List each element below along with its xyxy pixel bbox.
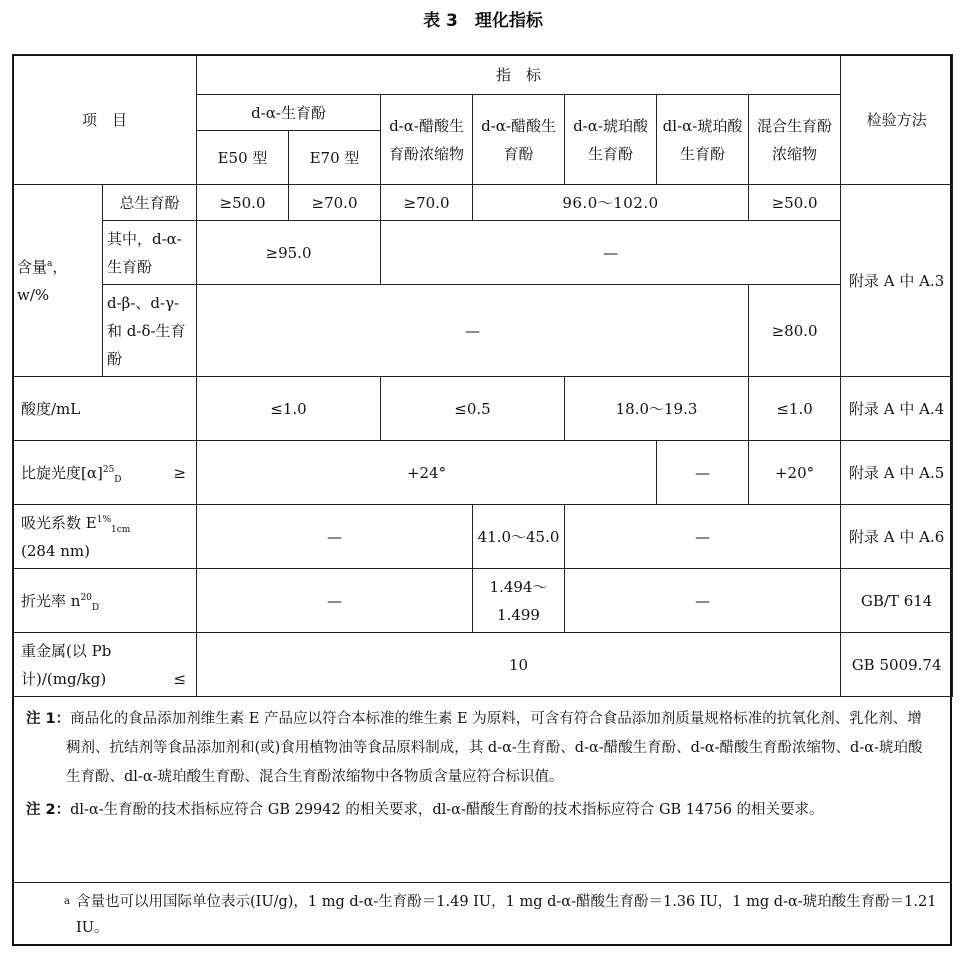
content-footnote-mark: a xyxy=(47,258,53,269)
note-1 xyxy=(26,705,932,792)
rotation-sub: D xyxy=(114,474,122,485)
acid-label: 酸度/mL xyxy=(13,377,197,441)
alpha-label: 其中，d-α-生育酚 xyxy=(103,221,197,285)
header-e70: E70 型 xyxy=(289,131,381,185)
header-item: 项 目 xyxy=(13,55,197,185)
acid-mixed: ≤1.0 xyxy=(749,377,841,441)
rotation-label: 比旋光度[α] xyxy=(21,463,103,482)
total-label: 总生育酚 xyxy=(103,185,197,221)
absorbance-method: 附录 A 中 A.6 xyxy=(841,505,953,569)
acid-acetate: ≤0.5 xyxy=(381,377,565,441)
absorbance-dash-2: — xyxy=(565,505,841,569)
header-succinate-dl: dl-α-琥珀酸生育酚 xyxy=(657,95,749,185)
heavy-metal-sign: ≤ xyxy=(173,669,187,688)
rotation-value: +24° xyxy=(197,441,657,505)
absorbance-dash-1: — xyxy=(197,505,473,569)
header-e50: E50 型 xyxy=(197,131,289,185)
absorbance-sup: 1% xyxy=(96,514,111,525)
others-dash: — xyxy=(197,285,749,377)
rotation-dash: — xyxy=(657,441,749,505)
heavy-metal-value: 10 xyxy=(197,633,841,697)
others-label: d-β-、d-γ-和 d-δ-生育酚 xyxy=(103,285,197,377)
note-1-label: 注 1： xyxy=(26,711,71,727)
acid-toco: ≤1.0 xyxy=(197,377,381,441)
footnote-text: 含量也可以用国际单位表示(IU/g)，1 mg d-α-生育酚＝1.49 IU，1 mg d-α-醋酸生育酚＝1.36 IU，1 mg d-α-琥珀酸生育酚＝1.21 IU。 xyxy=(76,894,937,936)
content-method: 附录 A 中 A.3 xyxy=(841,185,953,377)
note-2-text: dl-α-生育酚的技术指标应符合 GB 29942 的相关要求，dl-α-醋酸生育酚的技术指标应符合 GB 14756 的相关要求。 xyxy=(70,802,824,818)
note-2-label: 注 2： xyxy=(26,802,71,818)
refraction-label-cell xyxy=(13,569,197,633)
rotation-sup: 25 xyxy=(102,464,115,475)
heavy-metal-label: 重金属(以 Pb 计)/(mg/kg) xyxy=(21,641,112,688)
refraction-value: 1.494～1.499 xyxy=(473,569,565,633)
note-2 xyxy=(26,796,932,825)
header-tocopherol: d-α-生育酚 xyxy=(197,95,381,131)
acid-succinate: 18.0～19.3 xyxy=(565,377,749,441)
refraction-dash-2: — xyxy=(565,569,841,633)
header-indicator: 指 标 xyxy=(197,55,841,95)
rotation-method: 附录 A 中 A.5 xyxy=(841,441,953,505)
footnote-block xyxy=(12,882,952,941)
absorbance-label: 吸光系数 E xyxy=(21,513,97,532)
others-mixed: ≥80.0 xyxy=(749,285,841,377)
heavy-metal-method: GB 5009.74 xyxy=(841,633,953,697)
absorbance-value: 41.0～45.0 xyxy=(473,505,565,569)
spec-table xyxy=(12,54,953,697)
refraction-sub: D xyxy=(91,602,100,613)
total-e70: ≥70.0 xyxy=(289,185,381,221)
heavy-metal-label-cell xyxy=(13,633,197,697)
header-acetate-conc: d-α-醋酸生育酚浓缩物 xyxy=(381,95,473,185)
refraction-sup: 20 xyxy=(80,592,92,603)
content-unit: ，w/% xyxy=(17,257,68,304)
header-mixed: 混合生育酚浓缩物 xyxy=(749,95,841,185)
alpha-dash: — xyxy=(381,221,841,285)
refraction-dash-1: — xyxy=(197,569,473,633)
note-1-text: 商品化的食品添加剂维生素 E 产品应以符合本标准的维生素 E 为原料，可含有符合食品添加剂质量规格标准的抗氧化剂、乳化剂、增稠剂、抗结剂等食品添加剂和(或)食用植物油等食品原料制成，其 d-α-生育酚、d-α-醋酸生育酚、d-α-醋酸生育酚浓缩物、d-α-琥珀酸生育酚、dl-α-琥珀酸生育酚、混合生育酚浓缩物中各物质含量应符合标识值。 xyxy=(66,711,923,785)
rotation-mixed: +20° xyxy=(749,441,841,505)
content-label-cell xyxy=(13,185,103,377)
rotation-label-cell xyxy=(13,441,197,505)
total-e50: ≥50.0 xyxy=(197,185,289,221)
header-method: 检验方法 xyxy=(841,55,953,185)
table-title: 表 3 理化指标 xyxy=(423,11,543,31)
total-mixed: ≥50.0 xyxy=(749,185,841,221)
absorbance-sub: 1cm xyxy=(111,524,131,535)
header-acetate: d-α-醋酸生育酚 xyxy=(473,95,565,185)
total-acetate-conc: ≥70.0 xyxy=(381,185,473,221)
alpha-value: ≥95.0 xyxy=(197,221,381,285)
absorbance-wavelength: (284 nm) xyxy=(21,541,90,560)
acid-method: 附录 A 中 A.4 xyxy=(841,377,953,441)
header-succinate-d: d-α-琥珀酸生育酚 xyxy=(565,95,657,185)
refraction-label: 折光率 n xyxy=(21,591,81,610)
total-range: 96.0～102.0 xyxy=(473,185,749,221)
absorbance-label-cell xyxy=(13,505,197,569)
refraction-method: GB/T 614 xyxy=(841,569,953,633)
footnote-mark: a xyxy=(64,896,70,907)
notes-block xyxy=(12,697,952,825)
rotation-sign: ≥ xyxy=(173,463,187,482)
content-label: 含量 xyxy=(17,257,48,276)
